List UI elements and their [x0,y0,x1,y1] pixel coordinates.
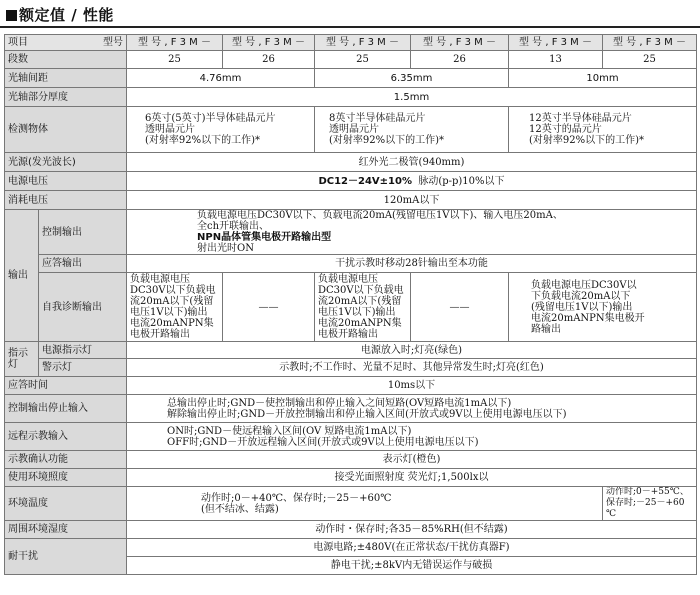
text-line: 电压1V以下)输出 [130,307,208,318]
remote-teach-row [5,423,697,451]
text-line: 电压1V以下)输出 [318,307,396,318]
value-cell: 10ms以下 [127,377,697,395]
warn-indicator-row [5,359,697,377]
value-cell: 接受光面照射度 荧光灯;1,500lx以 [127,469,697,487]
stop-input-row [5,395,697,423]
section-title-text: 额定值 / 性能 [19,6,114,24]
text-line: 负载电源电压DC30V以 [531,279,637,291]
text-line: 电流20mANPN集 [318,318,402,329]
temperature-row [5,487,697,521]
row-label: 检测物体 [5,107,127,153]
response-output-row [5,255,697,273]
selfdiag-cell [127,273,223,342]
value-cell: 26 [411,51,509,69]
text-line: 电流20mANPN集 [130,318,214,329]
row-label: 应答时间 [5,377,127,395]
empty-cell [411,273,509,342]
text-fragment: 全ch开联输出、 [197,221,270,232]
row-label: 使用环境照度 [5,469,127,487]
text-line: 负载电源电压DC30V以下、负载电流20mA(残留电压1V以下)、输入电压20mA、 [197,210,563,221]
row-label: 电源指示灯 [39,342,127,359]
header-row [5,35,697,51]
selfdiag-cell [315,273,411,342]
text-line: 透明晶元片 [329,124,379,135]
text-line: 动作时;0－+55℃、保存时;－25－+60 [606,487,689,508]
row-label: 应答输出 [39,255,127,273]
value-cell: 6.35mm [315,69,509,88]
value-cell: 电源电路;±480V(在正常状态/干扰仿真器F) [127,539,697,557]
illuminance-row [5,469,697,487]
value-cell: 示教时;不工作时、光量不足时、其他异常发生时;灯亮(红色) [127,359,697,377]
value-cell: 电源放入时;灯亮(绿色) [127,342,697,359]
model-header: 型 号 , F 3 M － [603,35,697,51]
text-line [197,221,693,243]
text-line: (但不结冰、结露) [201,503,279,515]
noise-row-1 [5,539,697,557]
item-label: 项目 [8,37,28,48]
row-label: 远程示教输入 [5,423,127,451]
row-label: 控制输出 [39,210,127,255]
value-cell [127,423,697,451]
detect-cell [315,107,509,153]
detect-cell [509,107,697,153]
text-line: 透明晶元片 [145,124,195,135]
text-line: (残留电压1V以下)输出 [531,301,633,313]
value-cell: 静电干扰;±8kV内无错误运作与破损 [127,557,697,575]
value-cell [127,487,603,521]
text-line: 解除输出停止时;GND－开放控制输出和停止输入区间(开放式或9V以上使用电源电压以下) [167,408,567,420]
spec-table [4,34,697,575]
value-cell: 26 [223,51,315,69]
voltage-row [5,172,697,191]
row-label: 控制输出停止输入 [5,395,127,423]
text-line: 6英寸(5英寸)半导体硅晶元片 [145,113,276,124]
empty-cell [223,273,315,342]
selfdiag-row [5,273,697,342]
row-label: 光源(发光波长) [5,153,127,172]
group-label: 指示灯 [5,342,39,377]
value-cell: 25 [603,51,697,69]
text-line: (对射率92%以下的工作)* [529,135,645,146]
value-cell [127,395,697,423]
model-header: 型 号 , F 3 M － [411,35,509,51]
row-label: 周围环境湿度 [5,521,127,539]
text-line: (对射率92%以下的工作)* [329,135,445,146]
thickness-row [5,88,697,107]
detect-row [5,107,697,153]
value-cell: 1.5mm [127,88,697,107]
header-item-cell [5,35,127,51]
model-header: 型 号 , F 3 M － [127,35,223,51]
power-indicator-row [5,342,697,359]
dash-mark: —— [449,301,470,313]
row-label: 光轴部分厚度 [5,88,127,107]
segments-row [5,51,697,69]
text-line: 下负载电流20mA以下 [531,290,631,302]
text-line: 12英寸的晶元片 [529,124,602,135]
text-line: ON时;GND－使远程输入区间(OV 短路电流1mA以下) [167,425,412,437]
text-line: OFF时;GND－开放远程输入区间(开放式或9V以上使用电源电压以下) [167,436,479,448]
text-line: 动作时;0－+40℃、保存时;－25－+60℃ [201,492,392,504]
value-cell: 120mA以下 [127,191,697,210]
text-line: 电极开路输出 [318,329,378,340]
pitch-row [5,69,697,88]
voltage-ripple: 脉动(p-p)10%以下 [418,175,505,187]
text-line: ℃ [606,509,617,519]
text-line: DC30V以下负载电 [130,285,216,296]
text-fragment: NPN晶体管集电极开路输出型 [197,232,332,243]
row-label: 警示灯 [39,359,127,377]
square-bullet-icon [6,10,17,21]
row-label: 环境温度 [5,487,127,521]
current-row [5,191,697,210]
model-header: 型 号 , F 3 M － [509,35,603,51]
text-line: 流20mA以下(残留 [318,296,402,307]
row-label: 段数 [5,51,127,69]
row-label: 电源电压 [5,172,127,191]
light-row [5,153,697,172]
value-cell: 表示灯(橙色) [127,451,697,469]
title-rule [0,26,700,28]
value-cell [127,172,697,191]
value-cell: 红外光二极管(940mm) [127,153,697,172]
text-line: 流20mA以下(残留 [130,296,214,307]
text-line: (对射率92%以下的工作)* [145,135,261,146]
voltage-main: DC12－24V±10% [318,175,412,187]
text-line: 负载电源电压 [318,274,378,285]
text-line: 路输出 [531,323,561,335]
text-line: 射出光时ON [197,243,254,254]
dash-mark: —— [258,301,279,313]
text-line: 8英寸半导体硅晶元片 [329,113,426,124]
value-cell: 25 [127,51,223,69]
control-output-row [5,210,697,255]
row-label: 光轴间距 [5,69,127,88]
text-line: 总输出停止时;GND－使控制输出和停止输入之间短路(OV短路电流1mA以下) [167,397,512,409]
value-cell: 干扰示教时移动28针输出至本功能 [127,255,697,273]
text-line: 12英寸半导体硅晶元片 [529,113,632,124]
row-label: 消耗电压 [5,191,127,210]
group-label: 输出 [5,210,39,342]
response-time-row [5,377,697,395]
selfdiag-cell [509,273,697,342]
text-line: 负载电源电压 [130,274,190,285]
value-cell [603,487,697,521]
detect-cell [127,107,315,153]
text-line: 电流20mANPN集电极开 [531,312,645,324]
text-line: DC30V以下负载电 [318,285,404,296]
model-header: 型 号 , F 3 M － [223,35,315,51]
humidity-row [5,521,697,539]
row-label: 自我诊断输出 [39,273,127,342]
text-line: 电极开路输出 [130,329,190,340]
row-label: 耐干扰 [5,539,127,575]
model-header: 型 号 , F 3 M － [315,35,411,51]
section-title [6,4,114,25]
value-cell: 4.76mm [127,69,315,88]
row-label: 示教确认功能 [5,451,127,469]
teach-confirm-row [5,451,697,469]
value-cell: 10mm [509,69,697,88]
value-cell: 25 [315,51,411,69]
model-label: 型号 [103,37,123,48]
value-cell: 动作时・保存时;各35－85%RH(但不结露) [127,521,697,539]
value-cell [127,210,697,255]
value-cell: 13 [509,51,603,69]
